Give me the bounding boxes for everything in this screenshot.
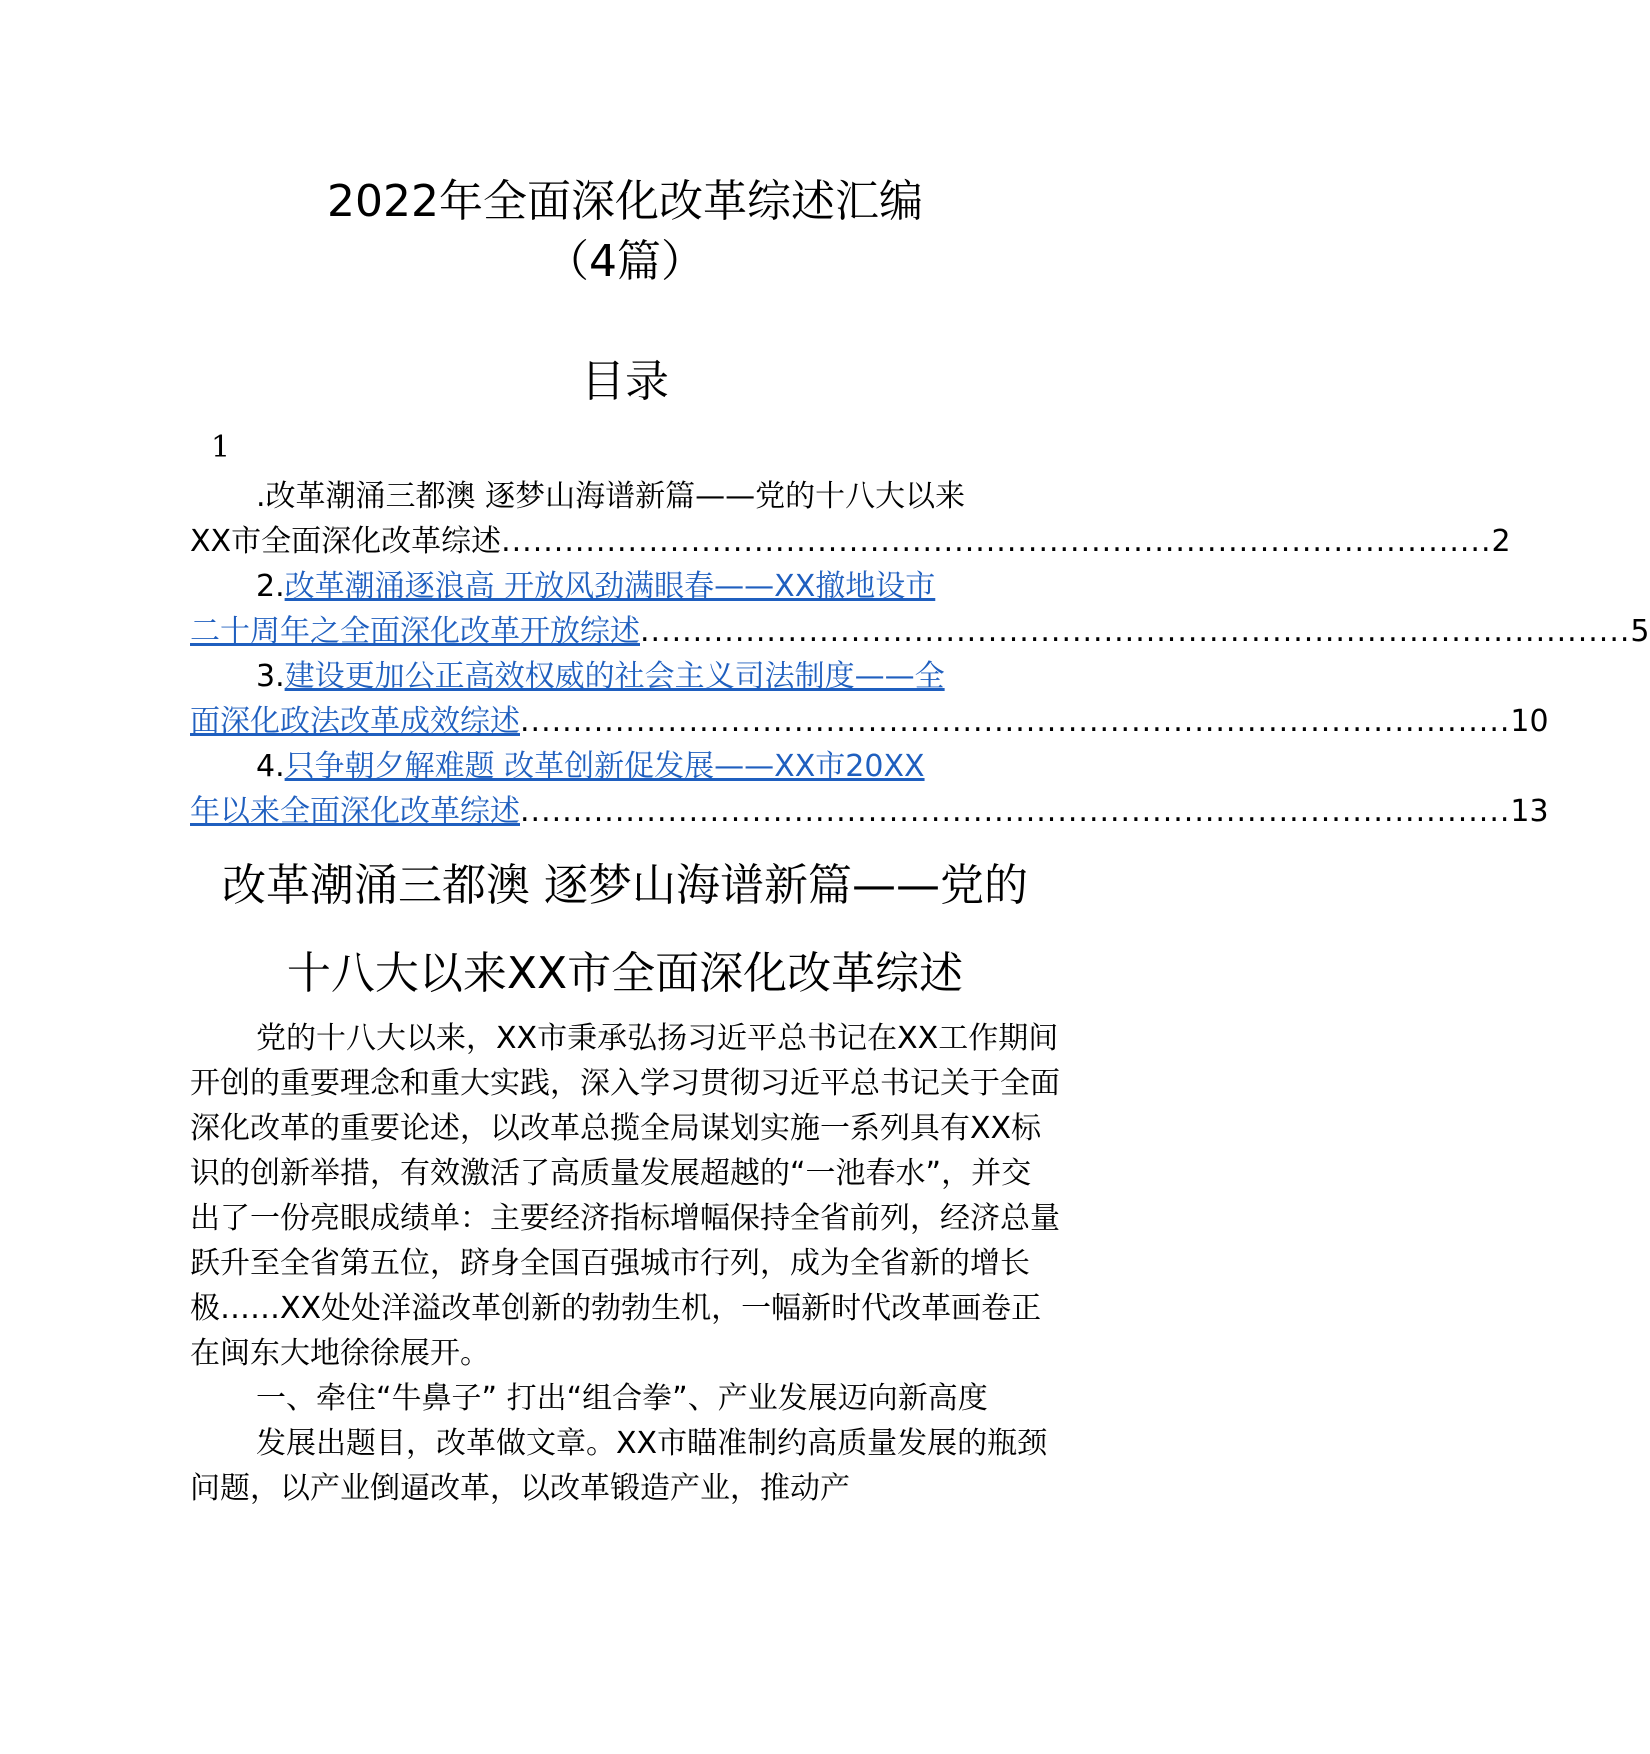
toc-entry-number: 4. (256, 749, 285, 784)
toc-leader-dots: .............................................................................................. (520, 794, 1511, 829)
toc-entry-page: 5 (1630, 614, 1650, 649)
body-paragraph: 党的十八大以来，XX市秉承弘扬习近平总书记在XX工作期间开创的重要理念和重大实践，深入学习贯彻习近平总书记关于全面深化改革的重要论述，以改革总揽全局谋划实施一系列具有XX标识的创新举措，有效激活了高质量发展超越的“一池春水”，并交出了一份亮眼成绩单：主要经济指标增幅保持全省前列，经济总量跃升至全省第五位，跻身全国百强城市行列，成为全省新的增长极……XX处处洋溢改革创新的勃勃生机，一幅新时代改革画卷正在闽东大地徐徐展开。 (190, 1021, 1060, 1371)
document-subtitle: （4篇） (545, 236, 705, 287)
toc-entry-link-line2[interactable]: 面深化政法改革成效综述 (190, 704, 520, 739)
toc-entry-page: 13 (1510, 794, 1549, 829)
toc-entry-link-line1[interactable]: 只争朝夕解难题 改革创新促发展——XX市20XX (284, 749, 925, 784)
toc-leader-dots: .............................................................................................. (520, 704, 1511, 739)
toc-entry-page: 2 (1491, 524, 1511, 559)
document-title: 2022年全面深化改革综述汇编 (327, 176, 923, 227)
side-number: 1 (211, 430, 231, 465)
toc-entry-number: 3. (256, 659, 285, 694)
toc-entry-2[interactable] (190, 564, 1650, 654)
toc-entry-page: 10 (1510, 704, 1549, 739)
toc-leader-dots: .............................................................................................. (640, 614, 1631, 649)
toc-entry-number: 2. (256, 569, 285, 604)
toc-entry-number: . (256, 479, 266, 514)
toc-entry-3[interactable] (190, 654, 1549, 744)
article-title-line1: 改革潮涌三都澳 逐梦山海谱新篇——党的 (222, 860, 1028, 911)
toc-entry-link-line1[interactable]: 建设更加公正高效权威的社会主义司法制度——全 (284, 659, 945, 694)
table-of-contents (190, 474, 1650, 834)
toc-entry-title-line1: 改革潮涌三都澳 逐梦山海谱新篇——党的十八大以来 (265, 479, 966, 514)
toc-entry-link-line2[interactable]: 年以来全面深化改革综述 (190, 794, 520, 829)
toc-entry-1[interactable] (190, 474, 1511, 564)
toc-entry-link-line1[interactable]: 改革潮涌逐浪高 开放风劲满眼春——XX撤地设市 (284, 569, 936, 604)
section-heading: 一、牵住“牛鼻子” 打出“组合拳”、产业发展迈向新高度 (256, 1381, 988, 1416)
body-paragraph: 发展出题目，改革做文章。XX市瞄准制约高质量发展的瓶颈问题，以产业倒逼改革，以改革锻造产业，推动产 (190, 1426, 1048, 1506)
toc-entry-link-line2[interactable]: 二十周年之全面深化改革开放综述 (190, 614, 640, 649)
toc-leader-dots: .............................................................................................. (501, 524, 1492, 559)
toc-entry-title-line2: XX市全面深化改革综述 (190, 524, 502, 559)
article-body (190, 1016, 1060, 1511)
toc-entry-4[interactable] (190, 744, 1549, 834)
toc-heading: 目录 (581, 356, 669, 407)
article-title-line2: 十八大以来XX市全面深化改革综述 (286, 948, 964, 999)
